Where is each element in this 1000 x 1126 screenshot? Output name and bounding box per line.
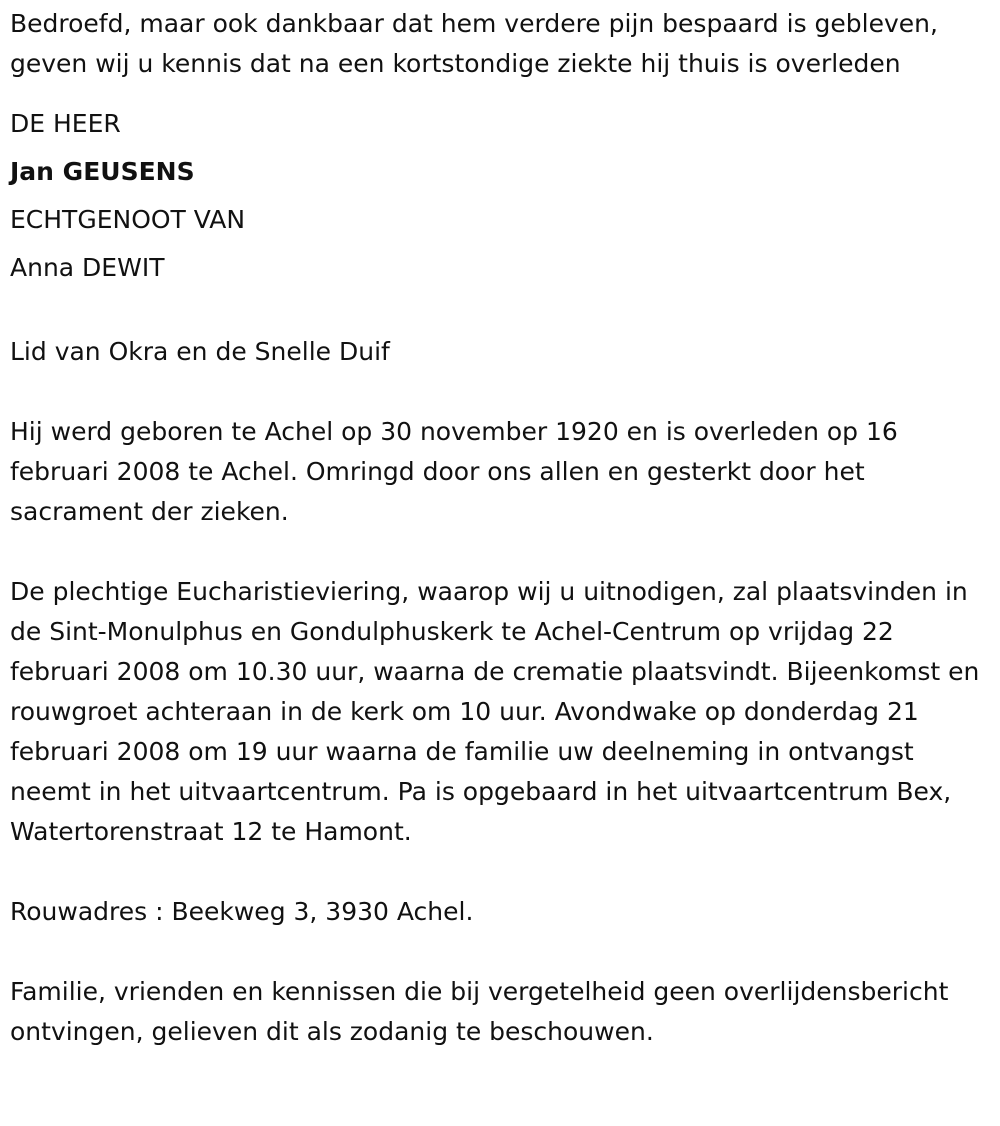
spacer [10,532,995,572]
obituary-notice [10,4,995,1052]
mourning-address: Rouwadres : Beekweg 3, 3930 Achel. [10,897,474,926]
intro-paragraph: Bedroefd, maar ook dankbaar dat hem verdere pijn bespaard is gebleven, geven wij u kennis dat na een kortstondige ziekte hij thuis is overleden [10,9,938,78]
birth-death-paragraph: Hij werd geboren te Achel op 30 november 1920 en is overleden op 16 februari 2008 te Achel. Omringd door ons allen en gesterkt door het sacrament der zieken. [10,417,898,526]
spacer [10,932,995,972]
ceremony-paragraph: De plechtige Eucharistieviering, waarop wij u uitnodigen, zal plaatsvinden in de Sint-Monulphus en Gondulphuskerk te Achel-Centrum op vrijdag 22 februari 2008 om 10.30 uur, waarna de crematie plaatsvindt. Bijeenkomst en rouwgroet achteraan in de kerk om 10 uur. Avondwake op donderdag 21 februari 2008 om 19 uur waarna de familie uw deelneming in ontvangst neemt in het uitvaartcentrum. Pa is opgebaard in het uitvaartcentrum Bex, Watertorenstraat 12 te Hamont. [10,577,980,846]
closing-paragraph: Familie, vrienden en kennissen die bij vergetelheid geen overlijdensbericht ontvingen, gelieven dit als zodanig te beschouwen. [10,977,949,1046]
spouse-name: Anna DEWIT [10,253,165,282]
spacer [10,372,995,412]
membership-line: Lid van Okra en de Snelle Duif [10,337,390,366]
deceased-name: Jan GEUSENS [10,157,195,186]
name-block [10,100,995,292]
salutation: DE HEER [10,109,121,138]
relation-label: ECHTGENOOT VAN [10,205,246,234]
spacer [10,292,995,332]
spacer [10,852,995,892]
